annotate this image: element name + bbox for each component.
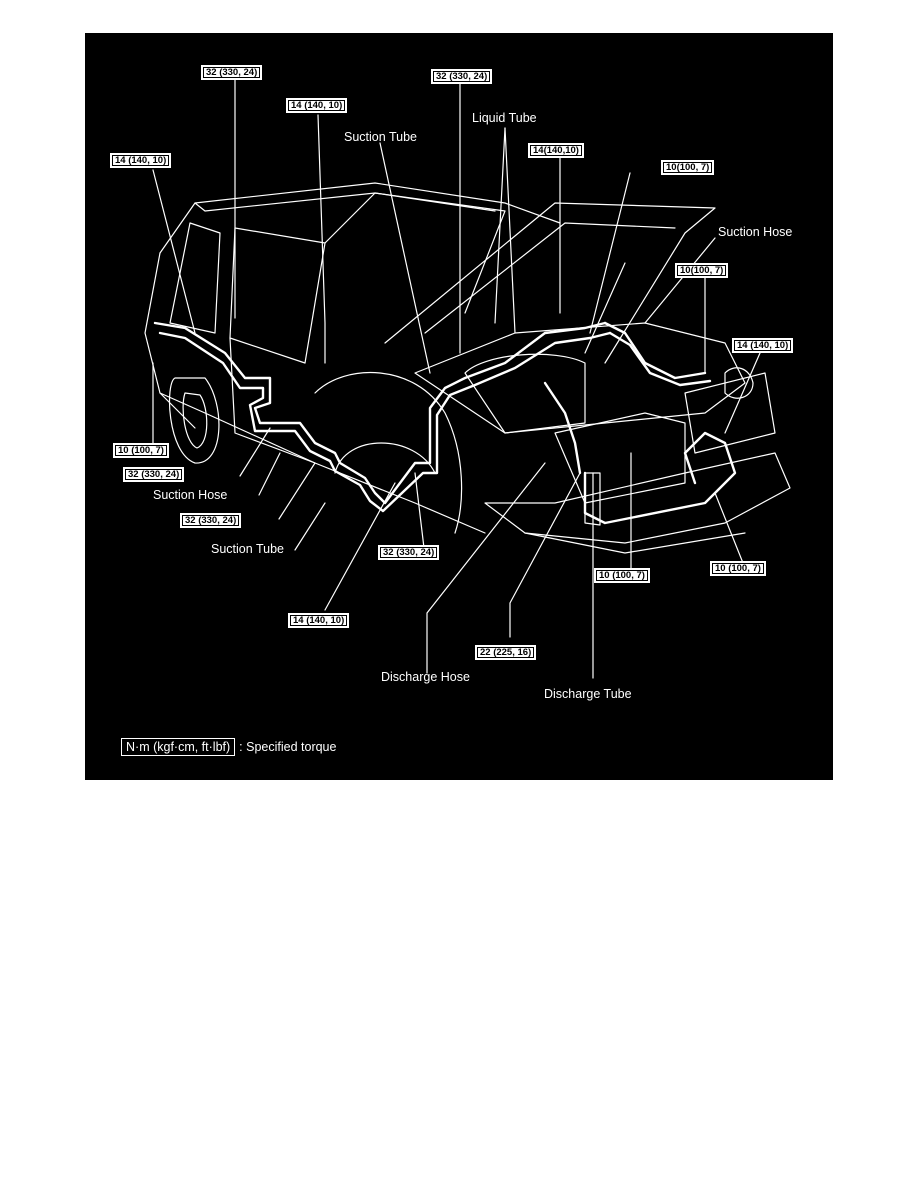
torque-label: 14 (140, 10) bbox=[286, 98, 347, 113]
leader bbox=[295, 503, 325, 550]
part-label: Discharge Hose bbox=[381, 670, 470, 684]
legend-text: : Specified torque bbox=[239, 740, 337, 754]
ac-piping-diagram bbox=[85, 33, 833, 780]
suction-tube-pipe bbox=[155, 323, 605, 503]
leader bbox=[725, 353, 760, 433]
torque-label: 14(140,10) bbox=[528, 143, 584, 158]
part-label: Discharge Tube bbox=[544, 687, 632, 701]
leader bbox=[318, 115, 325, 363]
torque-label: 10(100, 7) bbox=[661, 160, 714, 175]
side-window-1 bbox=[170, 223, 220, 333]
leader bbox=[279, 463, 315, 519]
hood-inner bbox=[425, 223, 675, 333]
leader bbox=[380, 143, 430, 373]
legend-unit: N·m (kgf·cm, ft·lbf) bbox=[121, 738, 235, 756]
liquid-tube-pipe bbox=[160, 333, 610, 511]
roof-rail bbox=[195, 193, 495, 211]
part-label: Suction Hose bbox=[153, 488, 228, 502]
torque-label: 32 (330, 24) bbox=[201, 65, 262, 80]
rear-wheel-inner bbox=[183, 393, 207, 448]
suction-hose-pipe bbox=[605, 323, 705, 378]
side-window-2 bbox=[230, 228, 325, 363]
leader bbox=[259, 453, 280, 495]
leader bbox=[715, 493, 743, 563]
part-label: Suction Tube bbox=[211, 542, 284, 556]
leader bbox=[505, 128, 515, 333]
discharge-tube-pipe bbox=[585, 433, 735, 523]
leader bbox=[510, 473, 580, 637]
torque-label: 32 (330, 24) bbox=[180, 513, 241, 528]
leader bbox=[415, 473, 424, 548]
torque-label: 14 (140, 10) bbox=[110, 153, 171, 168]
torque-label: 32 (330, 24) bbox=[431, 69, 492, 84]
torque-label: 32 (330, 24) bbox=[123, 467, 184, 482]
part-label: Liquid Tube bbox=[472, 111, 537, 125]
leader bbox=[590, 173, 630, 333]
torque-label: 14 (140, 10) bbox=[732, 338, 793, 353]
torque-label: 10 (100, 7) bbox=[710, 561, 766, 576]
torque-label: 14 (140, 10) bbox=[288, 613, 349, 628]
leader bbox=[495, 128, 505, 323]
headlight bbox=[725, 368, 753, 398]
torque-label: 32 (330, 24) bbox=[378, 545, 439, 560]
part-label: Suction Hose bbox=[718, 225, 793, 239]
leader bbox=[153, 170, 195, 333]
liquid-line-front bbox=[610, 333, 710, 385]
part-label: Suction Tube bbox=[344, 130, 417, 144]
windshield bbox=[325, 193, 505, 313]
leader bbox=[427, 463, 545, 673]
torque-label: 10 (100, 7) bbox=[594, 568, 650, 583]
legend bbox=[121, 738, 336, 756]
torque-label: 10(100, 7) bbox=[675, 263, 728, 278]
rear-wheel bbox=[170, 378, 219, 463]
torque-label: 10 (100, 7) bbox=[113, 443, 169, 458]
front-bumper bbox=[485, 453, 790, 543]
torque-label: 22 (225, 16) bbox=[475, 645, 536, 660]
vehicle-illustration bbox=[85, 33, 833, 780]
